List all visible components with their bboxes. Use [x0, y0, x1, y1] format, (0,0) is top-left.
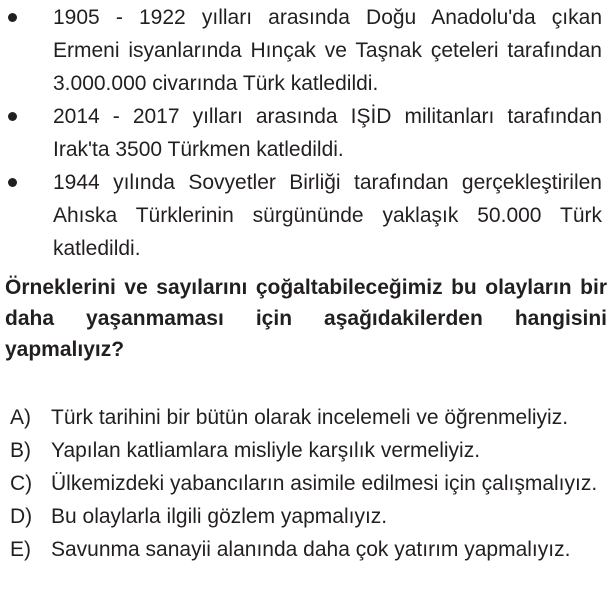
- bullet-icon: [8, 13, 17, 22]
- bullet-item: [0, 1, 602, 100]
- option-text: Yapılan katliamlara misliyle karşılık vermeliyiz.: [51, 439, 481, 462]
- option-e[interactable]: [0, 533, 606, 566]
- option-letter: E): [10, 538, 31, 561]
- answer-options: [0, 401, 615, 566]
- option-letter: C): [10, 472, 33, 495]
- bullet-text: 1944 yılında Sovyetler Birliği tarafından gerçekleştirilen Ahıska Türklerinin sürgününde yaklaşık 50.000 Türk katledildi.: [53, 171, 602, 260]
- option-letter: B): [10, 439, 31, 462]
- option-text: Ülkemizdeki yabancıların asimile edilmesi için çalışmalıyız.: [51, 472, 598, 495]
- bullet-icon: [8, 112, 17, 121]
- question-stem: Örneklerini ve sayılarını çoğaltabileceğimiz bu olayların bir daha yaşanmaması için aşağıdakilerden hangisini yapmalıyız?: [5, 276, 607, 361]
- bullet-item: [0, 100, 602, 166]
- bullet-text: 1905 - 1922 yılları arasında Doğu Anadolu'da çıkan Ermeni isyanlarında Hınçak ve Taşnak çeteleri tarafından 3.000.000 civarında Türk katledildi.: [53, 6, 602, 95]
- option-d[interactable]: [0, 500, 606, 533]
- bullet-item: [0, 166, 602, 265]
- option-c[interactable]: [0, 467, 606, 500]
- option-text: Türk tarihini bir bütün olarak incelemeli ve öğrenmeliyiz.: [51, 406, 569, 429]
- bullet-list: [0, 0, 615, 265]
- option-letter: A): [10, 406, 31, 429]
- bullet-text: 2014 - 2017 yılları arasında IŞİD militanları tarafından Irak'ta 3500 Türkmen katledildi.: [53, 105, 602, 161]
- option-letter: D): [10, 505, 33, 528]
- bullet-icon: [8, 178, 17, 187]
- option-text: Savunma sanayii alanında daha çok yatırım yapmalıyız.: [51, 538, 571, 561]
- option-a[interactable]: [0, 401, 606, 434]
- option-text: Bu olaylarla ilgili gözlem yapmalıyız.: [51, 505, 388, 528]
- option-b[interactable]: [0, 434, 606, 467]
